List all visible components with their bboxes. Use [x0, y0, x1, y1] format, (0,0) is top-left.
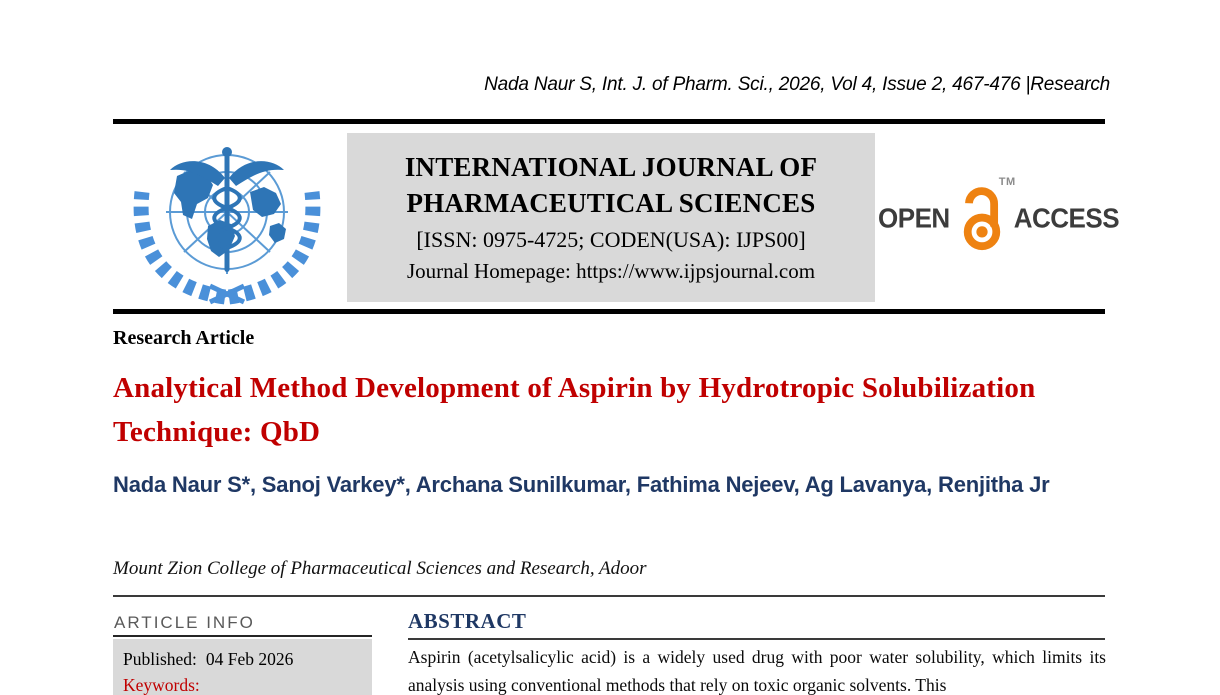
- trademark-label: TM: [998, 176, 1016, 188]
- journal-logo: [122, 134, 332, 306]
- article-info-panel: [113, 639, 372, 695]
- published-row: [123, 646, 372, 672]
- section-divider-rule: [113, 595, 1105, 597]
- open-access-lock-icon: [954, 176, 1016, 260]
- header-rule-bottom: [113, 309, 1105, 314]
- abstract-heading: ABSTRACT: [408, 609, 527, 633]
- journal-homepage-link[interactable]: Journal Homepage: https://www.ijpsjournal.com: [406, 259, 816, 283]
- authors-line: Nada Naur S*, Sanoj Varkey*, Archana Sunilkumar, Fathima Nejeev, Ag Lavanya, Renjitha Jr: [113, 472, 1050, 497]
- open-access-access-label: ACCESS: [1013, 201, 1120, 234]
- article-type-label: Research Article: [113, 327, 255, 349]
- journal-title-line1: INTERNATIONAL JOURNAL OF: [404, 152, 818, 182]
- header-rule-top: [113, 119, 1105, 124]
- published-date: 04 Feb 2026: [205, 649, 294, 669]
- abstract-underline: [408, 638, 1105, 640]
- keywords-label: Keywords:: [123, 675, 200, 695]
- running-head: Nada Naur S, Int. J. of Pharm. Sci., 2026, Vol 4, Issue 2, 467-476 |Research: [484, 74, 1110, 95]
- journal-issn-line: [ISSN: 0975-4725; CODEN(USA): IJPS00]: [416, 227, 806, 252]
- affiliation-line: Mount Zion College of Pharmaceutical Sciences and Research, Adoor: [113, 558, 647, 579]
- open-access-open-label: OPEN: [878, 201, 950, 234]
- open-access-logo: [878, 168, 1120, 268]
- article-info-underline: [113, 635, 372, 637]
- published-label: Published:: [123, 649, 197, 669]
- journal-masthead: [347, 133, 875, 302]
- who-caduceus-icon: [122, 134, 332, 306]
- article-title: Analytical Method Development of Aspirin by Hydrotropic Solubilization Technique: QbD: [113, 372, 1036, 448]
- article-info-heading: ARTICLE INFO: [114, 613, 255, 632]
- journal-title-line2: PHARMACEUTICAL SCIENCES: [406, 188, 816, 218]
- abstract-text: Aspirin (acetylsalicylic acid) is a widely used drug with poor water solubility, which limits its analysis using conventional methods that rely on toxic organic solvents. This: [408, 647, 1106, 695]
